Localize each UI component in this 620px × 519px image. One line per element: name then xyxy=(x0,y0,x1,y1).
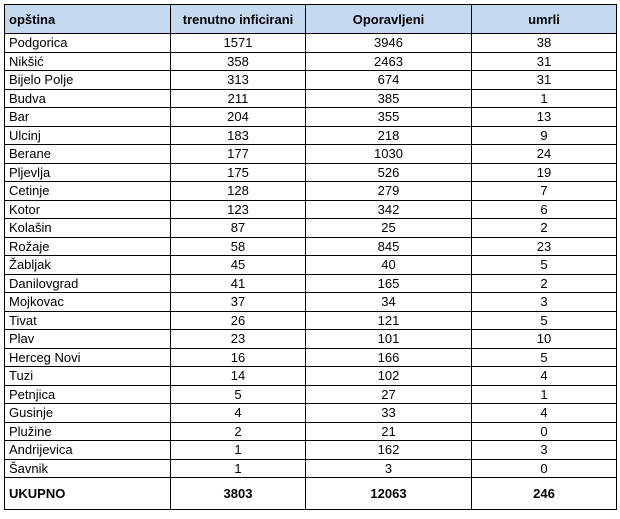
table-row xyxy=(5,108,617,127)
total-label: UKUPNO xyxy=(5,478,171,510)
municipality-cell: Plav xyxy=(5,330,171,349)
table-row xyxy=(5,237,617,256)
municipality-cell: Berane xyxy=(5,145,171,164)
table-row xyxy=(5,441,617,460)
table-row xyxy=(5,182,617,201)
header-currently-infected: trenutno inficirani xyxy=(171,5,306,34)
recovered-cell: 526 xyxy=(306,163,472,182)
recovered-cell: 218 xyxy=(306,126,472,145)
deaths-cell: 3 xyxy=(472,293,617,312)
municipality-cell: Andrijevica xyxy=(5,441,171,460)
municipality-cell: Gusinje xyxy=(5,404,171,423)
recovered-cell: 279 xyxy=(306,182,472,201)
deaths-cell: 5 xyxy=(472,311,617,330)
recovered-cell: 102 xyxy=(306,367,472,386)
header-row xyxy=(5,5,617,34)
municipality-cell: Danilovgrad xyxy=(5,274,171,293)
recovered-cell: 3946 xyxy=(306,34,472,53)
deaths-cell: 2 xyxy=(472,219,617,238)
table-row xyxy=(5,385,617,404)
municipality-cell: Cetinje xyxy=(5,182,171,201)
currently-infected-cell: 2 xyxy=(171,422,306,441)
table-row xyxy=(5,256,617,275)
municipality-cell: Šavnik xyxy=(5,459,171,478)
deaths-cell: 5 xyxy=(472,348,617,367)
deaths-cell: 2 xyxy=(472,274,617,293)
deaths-cell: 10 xyxy=(472,330,617,349)
table-footer xyxy=(5,478,617,510)
municipality-cell: Ulcinj xyxy=(5,126,171,145)
municipality-cell: Žabljak xyxy=(5,256,171,275)
recovered-cell: 355 xyxy=(306,108,472,127)
deaths-cell: 38 xyxy=(472,34,617,53)
table-row xyxy=(5,200,617,219)
table-row xyxy=(5,52,617,71)
header-deaths: umrli xyxy=(472,5,617,34)
currently-infected-cell: 183 xyxy=(171,126,306,145)
table-row xyxy=(5,71,617,90)
currently-infected-cell: 123 xyxy=(171,200,306,219)
municipality-cell: Kolašin xyxy=(5,219,171,238)
currently-infected-cell: 37 xyxy=(171,293,306,312)
deaths-cell: 4 xyxy=(472,367,617,386)
deaths-cell: 23 xyxy=(472,237,617,256)
deaths-cell: 0 xyxy=(472,422,617,441)
table-row xyxy=(5,219,617,238)
municipality-cell: Rožaje xyxy=(5,237,171,256)
deaths-cell: 19 xyxy=(472,163,617,182)
table-row xyxy=(5,145,617,164)
table-row xyxy=(5,367,617,386)
deaths-cell: 13 xyxy=(472,108,617,127)
currently-infected-cell: 177 xyxy=(171,145,306,164)
table-row xyxy=(5,404,617,423)
total-row xyxy=(5,478,617,510)
covid-municipality-table xyxy=(4,4,617,510)
currently-infected-cell: 14 xyxy=(171,367,306,386)
deaths-cell: 31 xyxy=(472,71,617,90)
currently-infected-cell: 1571 xyxy=(171,34,306,53)
currently-infected-cell: 313 xyxy=(171,71,306,90)
municipality-cell: Plužine xyxy=(5,422,171,441)
table-row xyxy=(5,163,617,182)
table-row xyxy=(5,311,617,330)
deaths-cell: 1 xyxy=(472,89,617,108)
table-row xyxy=(5,330,617,349)
recovered-cell: 40 xyxy=(306,256,472,275)
table-row xyxy=(5,274,617,293)
deaths-cell: 5 xyxy=(472,256,617,275)
recovered-cell: 25 xyxy=(306,219,472,238)
total-deaths: 246 xyxy=(472,478,617,510)
recovered-cell: 34 xyxy=(306,293,472,312)
municipality-cell: Herceg Novi xyxy=(5,348,171,367)
currently-infected-cell: 211 xyxy=(171,89,306,108)
currently-infected-cell: 26 xyxy=(171,311,306,330)
currently-infected-cell: 5 xyxy=(171,385,306,404)
table-row xyxy=(5,459,617,478)
municipality-cell: Tivat xyxy=(5,311,171,330)
header-recovered: Oporavljeni xyxy=(306,5,472,34)
recovered-cell: 21 xyxy=(306,422,472,441)
table-body xyxy=(5,34,617,478)
municipality-cell: Petnjica xyxy=(5,385,171,404)
total-recovered: 12063 xyxy=(306,478,472,510)
deaths-cell: 31 xyxy=(472,52,617,71)
currently-infected-cell: 87 xyxy=(171,219,306,238)
table-row xyxy=(5,293,617,312)
recovered-cell: 121 xyxy=(306,311,472,330)
recovered-cell: 101 xyxy=(306,330,472,349)
municipality-cell: Kotor xyxy=(5,200,171,219)
deaths-cell: 9 xyxy=(472,126,617,145)
deaths-cell: 0 xyxy=(472,459,617,478)
municipality-cell: Tuzi xyxy=(5,367,171,386)
table-row xyxy=(5,34,617,53)
currently-infected-cell: 128 xyxy=(171,182,306,201)
deaths-cell: 7 xyxy=(472,182,617,201)
recovered-cell: 2463 xyxy=(306,52,472,71)
currently-infected-cell: 175 xyxy=(171,163,306,182)
currently-infected-cell: 41 xyxy=(171,274,306,293)
deaths-cell: 4 xyxy=(472,404,617,423)
table-row xyxy=(5,422,617,441)
table-row xyxy=(5,89,617,108)
municipality-cell: Bijelo Polje xyxy=(5,71,171,90)
deaths-cell: 24 xyxy=(472,145,617,164)
currently-infected-cell: 1 xyxy=(171,441,306,460)
recovered-cell: 845 xyxy=(306,237,472,256)
recovered-cell: 166 xyxy=(306,348,472,367)
total-currently-infected: 3803 xyxy=(171,478,306,510)
recovered-cell: 27 xyxy=(306,385,472,404)
currently-infected-cell: 204 xyxy=(171,108,306,127)
currently-infected-cell: 358 xyxy=(171,52,306,71)
currently-infected-cell: 1 xyxy=(171,459,306,478)
deaths-cell: 6 xyxy=(472,200,617,219)
municipality-cell: Pljevlja xyxy=(5,163,171,182)
currently-infected-cell: 16 xyxy=(171,348,306,367)
recovered-cell: 1030 xyxy=(306,145,472,164)
recovered-cell: 3 xyxy=(306,459,472,478)
recovered-cell: 33 xyxy=(306,404,472,423)
municipality-cell: Nikšić xyxy=(5,52,171,71)
currently-infected-cell: 4 xyxy=(171,404,306,423)
recovered-cell: 674 xyxy=(306,71,472,90)
recovered-cell: 162 xyxy=(306,441,472,460)
currently-infected-cell: 45 xyxy=(171,256,306,275)
table-row xyxy=(5,126,617,145)
table-header xyxy=(5,5,617,34)
municipality-cell: Budva xyxy=(5,89,171,108)
municipality-cell: Podgorica xyxy=(5,34,171,53)
municipality-cell: Bar xyxy=(5,108,171,127)
municipality-cell: Mojkovac xyxy=(5,293,171,312)
table-row xyxy=(5,348,617,367)
recovered-cell: 385 xyxy=(306,89,472,108)
currently-infected-cell: 58 xyxy=(171,237,306,256)
deaths-cell: 3 xyxy=(472,441,617,460)
deaths-cell: 1 xyxy=(472,385,617,404)
recovered-cell: 165 xyxy=(306,274,472,293)
currently-infected-cell: 23 xyxy=(171,330,306,349)
recovered-cell: 342 xyxy=(306,200,472,219)
header-municipality: opština xyxy=(5,5,171,34)
